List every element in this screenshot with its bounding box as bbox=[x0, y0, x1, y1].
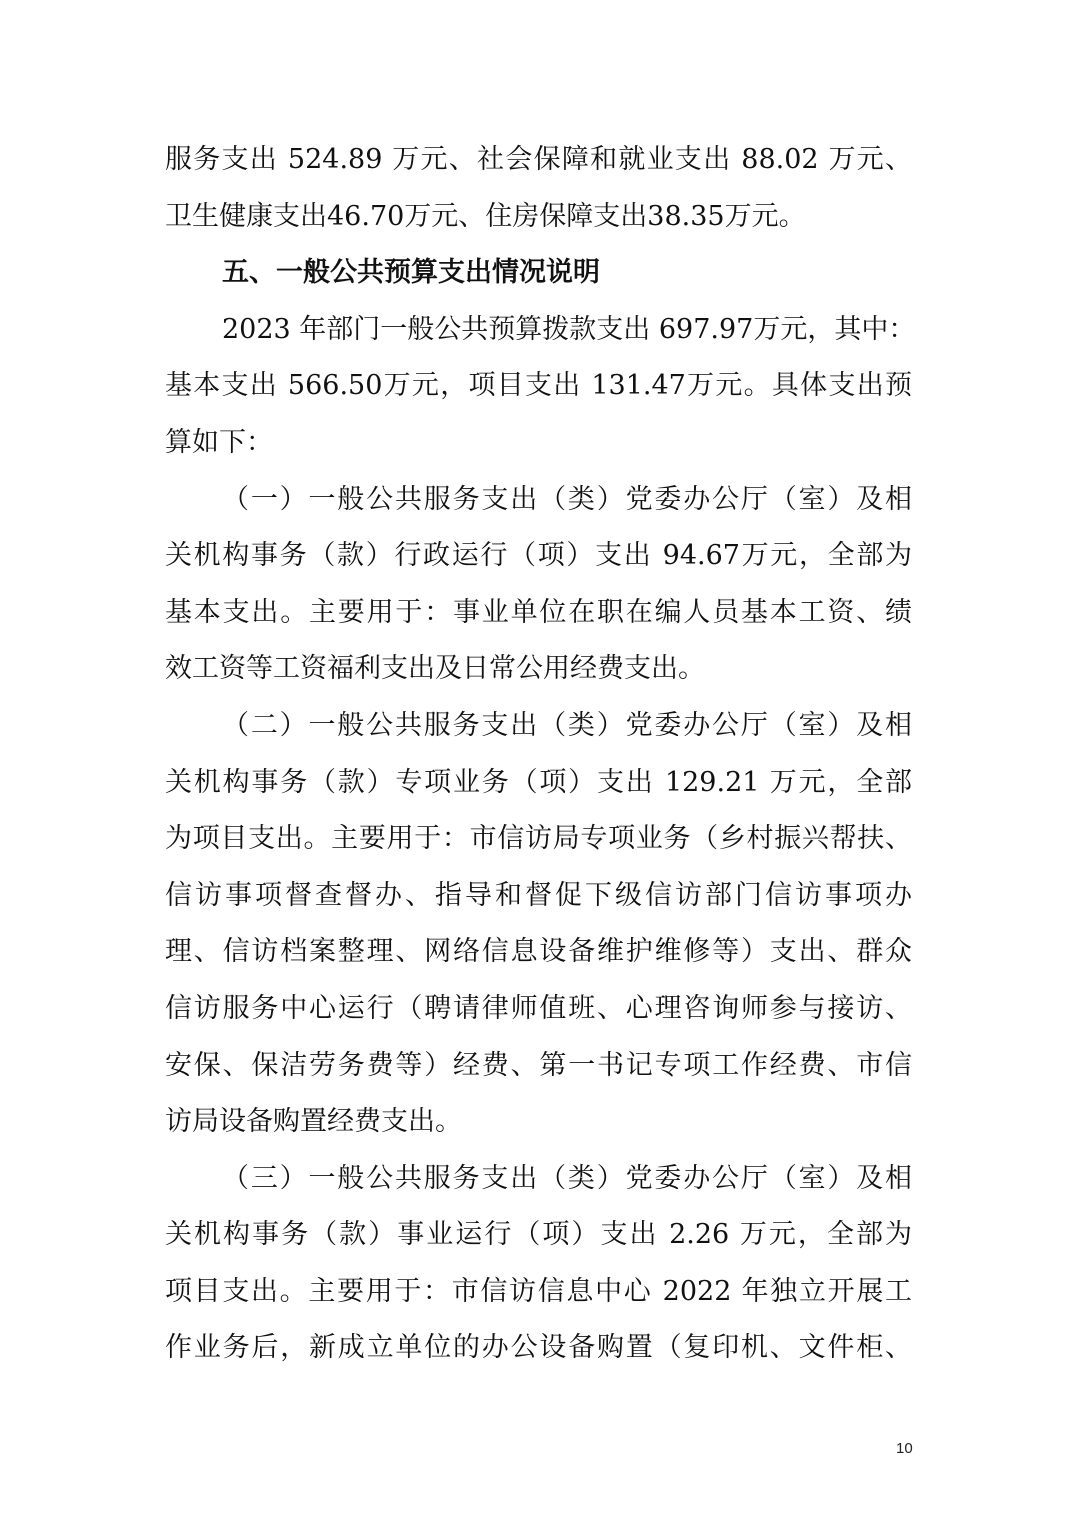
text-line: 算如下： bbox=[165, 426, 273, 458]
text-line: 效工资等工资福利支出及日常公用经费支出。 bbox=[165, 653, 705, 685]
text-line: 访局设备购置经费支出。 bbox=[165, 1106, 462, 1138]
text-line: 关机构事务（款）专项业务（项）支出 129.21 万元，全部 bbox=[165, 766, 912, 798]
text-line: 关机构事务（款）行政运行（项）支出 94.67万元，全部为 bbox=[165, 540, 912, 572]
paragraph-item-1 bbox=[165, 472, 912, 698]
text-line: 信访服务中心运行（聘请律师值班、心理咨询师参与接访、 bbox=[165, 992, 912, 1024]
text-line: 基本支出。主要用于：事业单位在职在编人员基本工资、绩 bbox=[165, 596, 912, 628]
text-line: 卫生健康支出46.70万元、住房保障支出38.35万元。 bbox=[165, 200, 806, 232]
section-heading: 五、一般公共预算支出情况说明 bbox=[222, 257, 600, 289]
text-line: 服务支出 524.89 万元、社会保障和就业支出 88.02 万元、 bbox=[165, 144, 912, 175]
text-line: （一）一般公共服务支出（类）党委办公厅（室）及相 bbox=[222, 483, 912, 515]
text-line: 项目支出。主要用于：市信访信息中心 2022 年独立开展工 bbox=[165, 1275, 912, 1307]
page-number: 10 bbox=[896, 1440, 913, 1457]
paragraph-item-3 bbox=[165, 1151, 912, 1377]
text-line: 信访事项督查督办、指导和督促下级信访部门信访事项办 bbox=[165, 879, 912, 911]
text-line: （二）一般公共服务支出（类）党委办公厅（室）及相 bbox=[222, 709, 912, 741]
paragraph-item-2 bbox=[165, 698, 912, 1151]
text-line: （三）一般公共服务支出（类）党委办公厅（室）及相 bbox=[222, 1162, 912, 1194]
text-line: 2023 年部门一般公共预算拨款支出 697.97万元，其中： bbox=[222, 313, 916, 345]
paragraph-continuation bbox=[165, 132, 912, 245]
text-line: 安保、保洁劳务费等）经费、第一书记专项工作经费、市信 bbox=[165, 1049, 912, 1081]
paragraph-summary bbox=[165, 302, 916, 472]
text-line: 关机构事务（款）事业运行（项）支出 2.26 万元，全部为 bbox=[165, 1219, 912, 1251]
text-line: 基本支出 566.50万元，项目支出 131.47万元。具体支出预 bbox=[165, 370, 912, 402]
text-line: 为项目支出。主要用于：市信访局专项业务（乡村振兴帮扶、 bbox=[165, 823, 912, 855]
document-body bbox=[165, 132, 916, 1377]
text-line: 理、信访档案整理、网络信息设备维护维修等）支出、群众 bbox=[165, 936, 912, 968]
text-line: 作业务后，新成立单位的办公设备购置（复印机、文件柜、 bbox=[165, 1332, 912, 1364]
